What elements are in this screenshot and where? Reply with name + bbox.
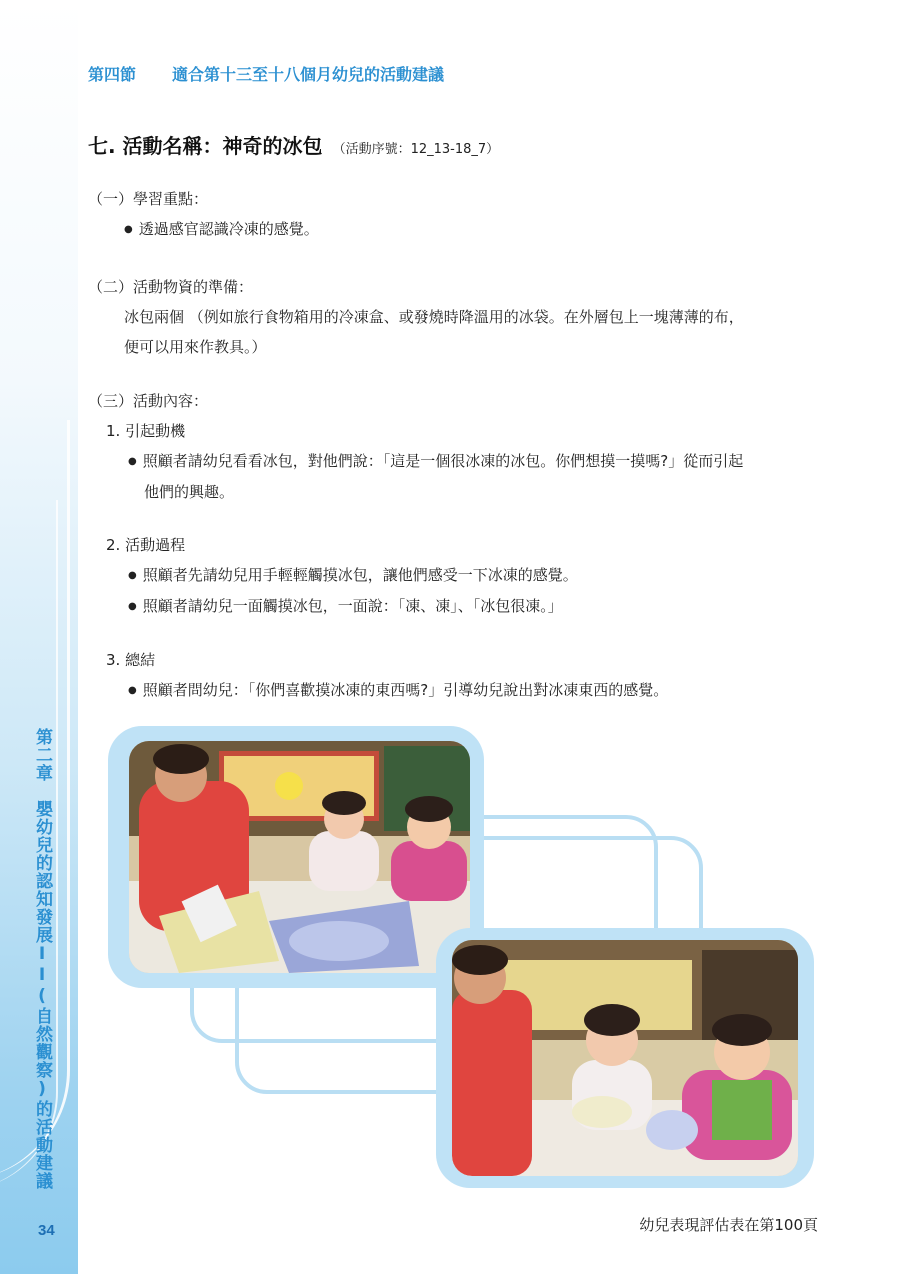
materials-line: 冰包兩個 （例如旅行食物箱用的冷凍盒、或發燒時降溫用的冰袋。在外層包上一塊薄薄的布， (124, 308, 744, 326)
activity-code: （活動序號：12_13-18_7） (332, 142, 500, 157)
step-bullet-cont: 他們的興趣。 (144, 483, 235, 501)
activity-name: 七. 活動名稱：神奇的冰包 (88, 134, 323, 158)
section-title: 適合第十三至十八個月幼兒的活動建議 (172, 65, 445, 84)
materials-heading: （二）活動物資的準備： (88, 278, 254, 296)
step-bullet: ● 照顧者請幼兒一面觸摸冰包，一面說：「凍、凍」、「冰包很凍。」 (88, 591, 578, 622)
step-bullet: ● 照顧者問幼兒：「你們喜歡摸冰凍的東西嗎?」引導幼兒說出對冰凍東西的感覺。 (88, 675, 668, 706)
learning-heading: （一）學習重點： (88, 190, 209, 208)
page-number: 34 (38, 1222, 55, 1239)
activity-photo (452, 940, 798, 1176)
chapter-title-vertical: 第二章 嬰幼兒的認知發展II(自然觀察)的活動建議 (32, 728, 52, 1190)
content-section (88, 386, 743, 507)
step-bullet: ● 照顧者先請幼兒用手輕輕觸摸冰包，讓他們感受一下冰凍的感覺。 (88, 560, 578, 591)
learning-section (88, 184, 319, 245)
step-title: 1. 引起動機 (106, 422, 186, 440)
section-header (88, 62, 444, 85)
materials-section (88, 272, 828, 362)
content-step-3 (88, 645, 668, 706)
materials-line: 便可以用來作教具。） (124, 338, 267, 356)
learning-point: ● 透過感官認識冷凍的感覺。 (88, 214, 319, 245)
content-step-2 (88, 530, 578, 622)
step-title: 2. 活動過程 (106, 536, 186, 554)
section-number: 第四節 (88, 65, 137, 84)
step-bullet: ● 照顧者請幼兒看看冰包，對他們說：「這是一個很冰凍的冰包。你們想摸一摸嗎?」從而引起 (88, 446, 743, 477)
step-title: 3. 總結 (106, 651, 156, 669)
activity-photo (129, 741, 470, 973)
activity-title (88, 130, 499, 159)
footer-note: 幼兒表現評估表在第100頁 (639, 1216, 818, 1234)
content-heading: （三）活動內容： (88, 392, 209, 410)
